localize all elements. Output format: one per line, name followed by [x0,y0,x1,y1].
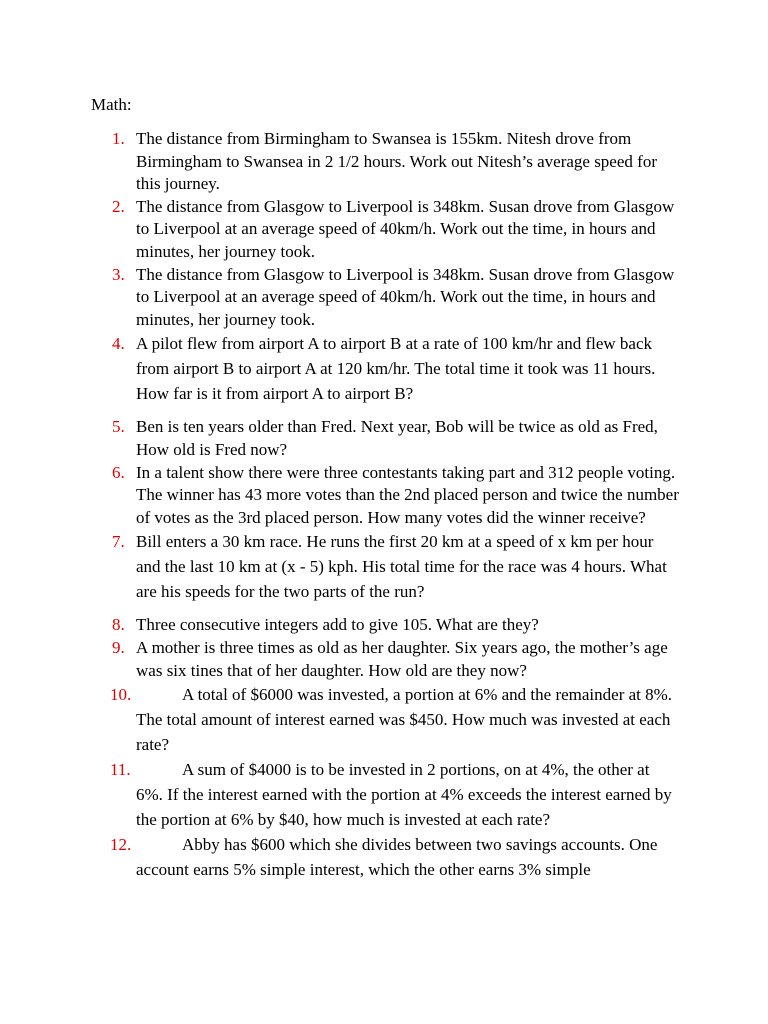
question-text: A mother is three times as old as her daughter. Six years ago, the mother’s age was six tines that of her daughter. How old are they now? [136,637,668,680]
question-text: The distance from Glasgow to Liverpool is 348km. Susan drove from Glasgow to Liverpool at an average speed of 40km/h. Work out the time, in hours and minutes, her journey took. [136,196,675,261]
question-number: 11. [110,760,131,780]
question-item-12 [0,832,768,882]
question-item-8 [0,614,768,637]
question-text: A total of $6000 was invested, a portion at 6% and the remainder at 8%. The total amount of interest earned was $450. How much was invested at each rate? [136,685,673,755]
question-text: Abby has $600 which she divides between two savings accounts. One account earns 5% simple interest, which the other earns 3% simple [136,835,658,880]
question-item-4 [0,331,768,406]
question-number: 3. [112,264,125,284]
page-title: Math: [91,95,132,114]
question-number: 2. [112,196,125,216]
question-item-2 [0,196,768,264]
question-text: Bill enters a 30 km race. He runs the first 20 km at a speed of x km per hour and the last 10 km at (x - 5) kph. His total time for the race was 4 hours. What are his speeds for the two parts of the run? [136,532,667,602]
question-item-1 [0,128,768,196]
question-number: 9. [112,637,125,657]
question-item-11 [0,757,768,832]
question-text: The distance from Birmingham to Swansea is 155km. Nitesh drove from Birmingham to Swansea in 2 1/2 hours. Work out Nitesh’s average speed for this journey. [136,129,657,194]
question-item-6 [0,462,768,530]
question-number: 4. [112,334,125,354]
question-text: A sum of $4000 is to be invested in 2 portions, on at 4%, the other at 6%. If the interest earned with the portion at 4% exceeds the interest earned by the portion at 6% by $40, how much is invested at each rate? [136,760,672,830]
question-text: In a talent show there were three contestants taking part and 312 people voting. The winner has 43 more votes than the 2nd placed person and twice the number of votes as the 3rd placed person. How many votes did the winner receive? [136,462,679,527]
question-list [0,128,768,882]
question-item-7 [0,529,768,604]
question-number: 12. [110,835,132,855]
question-number: 5. [112,417,125,437]
question-item-9 [0,637,768,682]
question-item-3 [0,264,768,332]
question-item-5 [0,416,768,461]
question-number: 8. [112,615,125,635]
question-text: The distance from Glasgow to Liverpool is 348km. Susan drove from Glasgow to Liverpool at an average speed of 40km/h. Work out the time, in hours and minutes, her journey took. [136,264,675,329]
question-text: Ben is ten years older than Fred. Next year, Bob will be twice as old as Fred, How old is Fred now? [136,417,658,459]
question-number: 7. [112,532,125,552]
question-number: 1. [112,129,125,148]
question-item-10 [0,682,768,757]
question-text: Three consecutive integers add to give 105. What are they? [136,615,539,635]
question-number: 6. [112,462,125,482]
question-text: A pilot flew from airport A to airport B at a rate of 100 km/hr and flew back from airport B to airport A at 120 km/hr. The total time it took was 11 hours. How far is it from airport A to airport B? [136,334,656,404]
question-number: 10. [110,685,132,705]
